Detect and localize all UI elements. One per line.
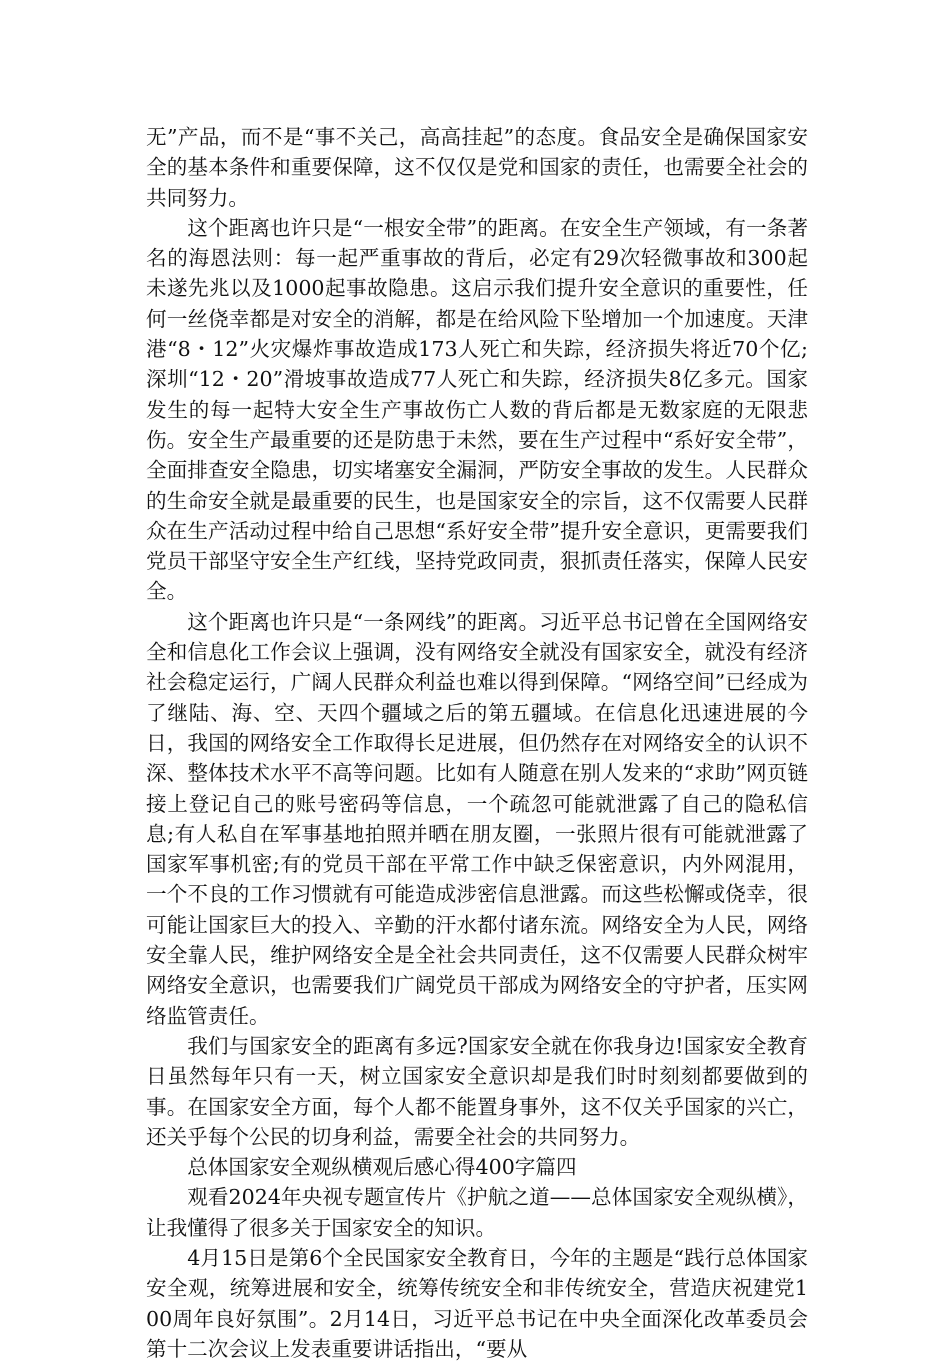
document-page [146, 122, 808, 1364]
paragraph-food-safety-end: 无”产品，而不是“事不关己，高高挂起”的态度。食品安全是确保国家安全的基本条件和重要保障，这不仅仅是党和国家的责任，也需要全社会的共同努力。 [146, 125, 808, 210]
paragraph-film-intro: 观看2024年央视专题宣传片《护航之道——总体国家安全观纵横》，让我懂得了很多关于国家安全的知识。 [146, 1185, 808, 1240]
paragraph-network-line: 这个距离也许只是“一条网线”的距离。习近平总书记曾在全国网络安全和信息化工作会议上强调，没有网络安全就没有国家安全，就没有经济社会稳定运行，广阔人民群众利益也难以得到保障。“网络空间”已经成为了继陆、海、空、天四个疆域之后的第五疆域。在信息化迅速进展的今日，我国的网络安全工作取得长足进展，但仍然存在对网络安全的认识不深、整体技术水平不高等问题。比如有人随意在别人发来的“求助”网页链接上登记自己的账号密码等信息，一个疏忽可能就泄露了自己的隐私信息;有人私自在军事基地拍照并晒在朋友圈，一张照片很有可能就泄露了国家军事机密;有的党员干部在平常工作中缺乏保密意识，内外网混用，一个不良的工作习惯就有可能造成涉密信息泄露。而这些松懈或侥幸，很可能让国家巨大的投入、辛勤的汗水都付诸东流。网络安全为人民，网络安全靠人民，维护网络安全是全社会共同责任，这不仅需要人民群众树牢网络安全意识，也需要我们广阔党员干部成为网络安全的守护者，压实网络监管责任。 [146, 609, 808, 1028]
section-heading: 总体国家安全观纵横观后感心得400字篇四 [187, 1155, 577, 1180]
paragraph-conclusion: 我们与国家安全的距离有多远?国家安全就在你我身边!国家安全教育日虽然每年只有一天，树立国家安全意识却是我们时时刻刻都要做到的事。在国家安全方面，每个人都不能置身事外，这不仅关乎国家的兴亡，还关乎每个公民的切身利益，需要全社会的共同努力。 [146, 1033, 808, 1149]
paragraph-safety-belt: 这个距离也许只是“一根安全带”的距离。在安全生产领域，有一条著名的海恩法则：每一起严重事故的背后，必定有29次轻微事故和300起未遂先兆以及1000起事故隐患。这启示我们提升安全意识的重要性，任何一丝侥幸都是对安全的消解，都是在给风险下坠增加一个加速度。天津港“8・12”火灾爆炸事故造成173人死亡和失踪，经济损失将近70个亿;深圳“12・20”滑坡事故造成77人死亡和失踪，经济损失8亿多元。国家发生的每一起特大安全生产事故伤亡人数的背后都是无数家庭的无限悲伤。安全生产最重要的还是防患于未然，要在生产过程中“系好安全带”，全面排查安全隐患，切实堵塞安全漏洞，严防安全事故的发生。人民群众的生命安全就是最重要的民生，也是国家安全的宗旨，这不仅需要人民群众在生产活动过程中给自己思想“系好安全带”提升安全意识，更需要我们党员干部坚守安全生产红线，坚持党政同责，狠抓责任落实，保障人民安全。 [146, 215, 808, 604]
paragraph-education-day: 4月15日是第6个全民国家安全教育日，今年的主题是“践行总体国家安全观，统筹进展和安全，统筹传统安全和非传统安全，营造庆祝建党100周年良好氛围”。2月14日，习近平总书记在中央全面深化改革委员会第十二次会议上发表重要讲话指出，“要从 [146, 1245, 808, 1361]
